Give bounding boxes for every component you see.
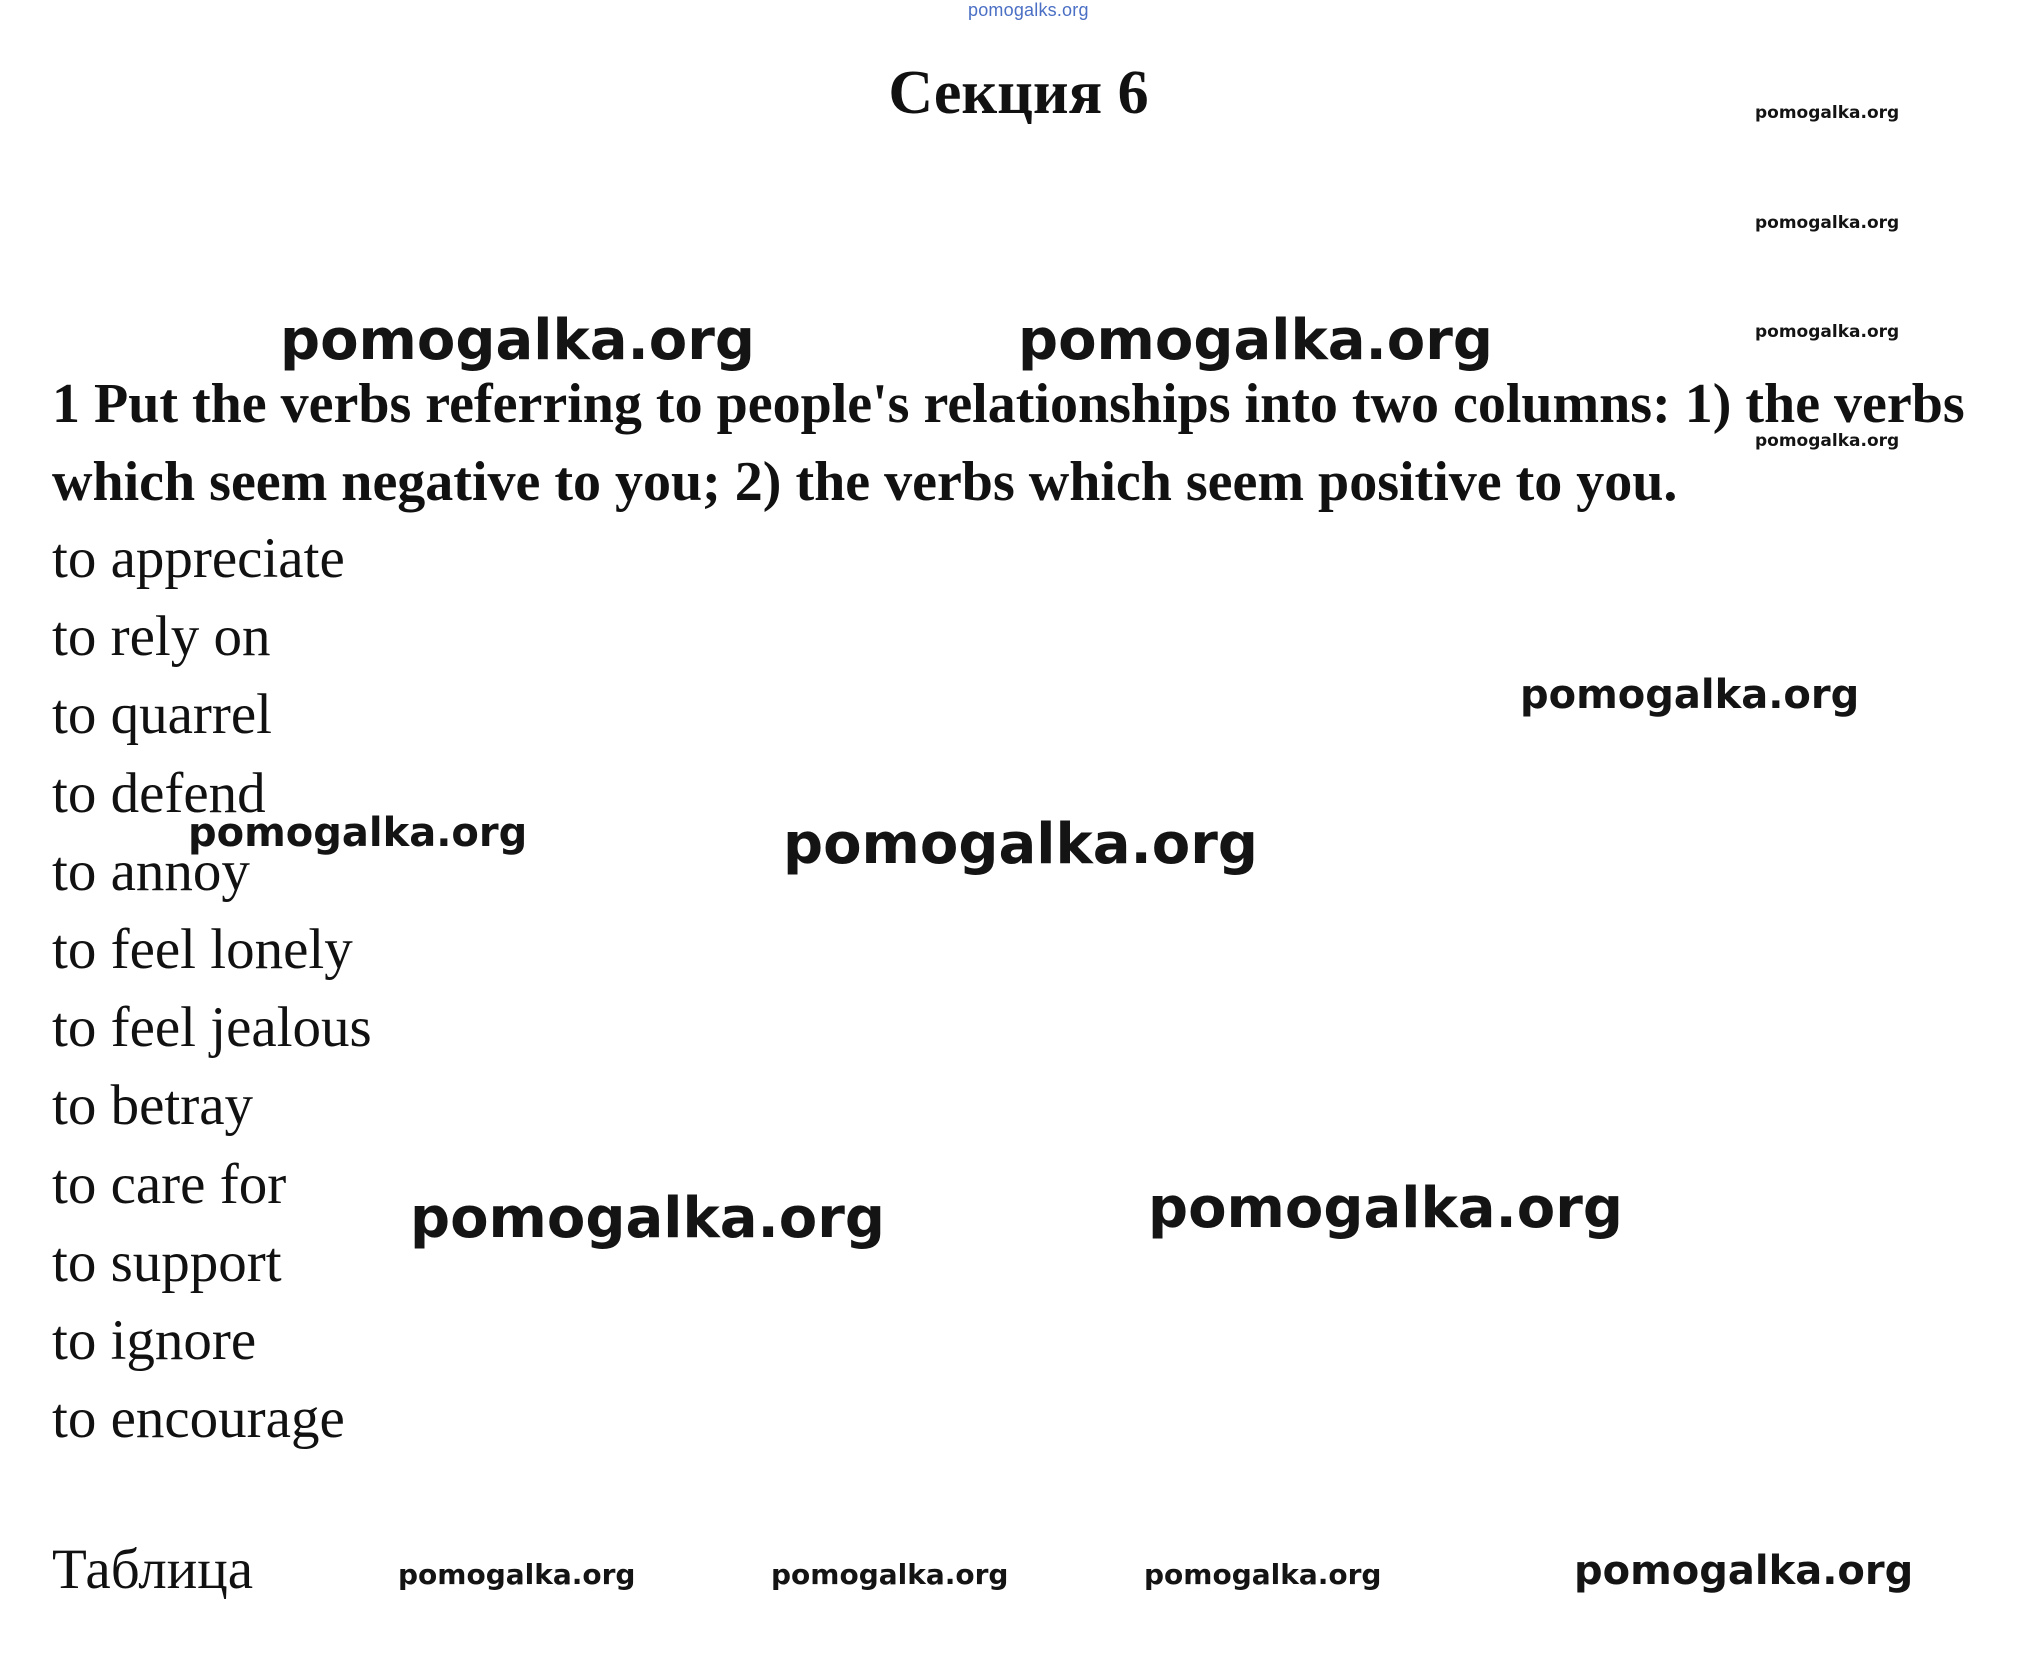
watermark: pomogalka.org — [771, 1558, 1009, 1591]
watermark: pomogalka.org — [783, 812, 1258, 877]
verb-list — [52, 520, 372, 1458]
verb-item: to defend — [52, 761, 266, 825]
watermark: pomogalka.org — [1144, 1558, 1382, 1591]
watermark: pomogalka.org — [410, 1186, 885, 1251]
watermark: pomogalka.org — [1148, 1176, 1623, 1241]
verb-item: to annoy — [52, 839, 250, 903]
verb-item: to ignore — [52, 1309, 257, 1373]
watermark: pomogalka.org — [1755, 213, 1900, 233]
watermark: pomogalka.org — [1520, 672, 1860, 718]
verb-item: to rely on — [52, 605, 271, 669]
watermark: pomogalka.org — [280, 308, 755, 373]
task-instruction: 1 Put the verbs referring to people's relationships into two columns: 1) the verbs which seem negative to you; 2) the verbs which seem positive to you. — [52, 373, 1965, 513]
page-title: Секция 6 — [888, 59, 1149, 127]
top-watermark: pomogalks.org — [968, 0, 1089, 20]
verb-item: to betray — [52, 1074, 254, 1138]
watermark: pomogalka.org — [1755, 322, 1900, 342]
watermark: pomogalka.org — [1018, 308, 1493, 373]
watermark: pomogalka.org — [1574, 1548, 1914, 1594]
verb-item: to support — [52, 1230, 282, 1294]
watermark: pomogalka.org — [398, 1558, 636, 1591]
verb-item: to appreciate — [52, 527, 345, 590]
table-label: Таблица — [52, 1538, 254, 1601]
watermark: pomogalka.org — [1755, 103, 1900, 123]
verb-item: to feel jealous — [52, 996, 372, 1060]
watermark: pomogalka.org — [188, 810, 528, 856]
verb-item: to encourage — [52, 1387, 345, 1451]
verb-item: to care for — [52, 1152, 287, 1216]
verb-item: to quarrel — [52, 683, 272, 747]
verb-item: to feel lonely — [52, 918, 353, 982]
watermark: pomogalka.org — [1755, 431, 1900, 451]
